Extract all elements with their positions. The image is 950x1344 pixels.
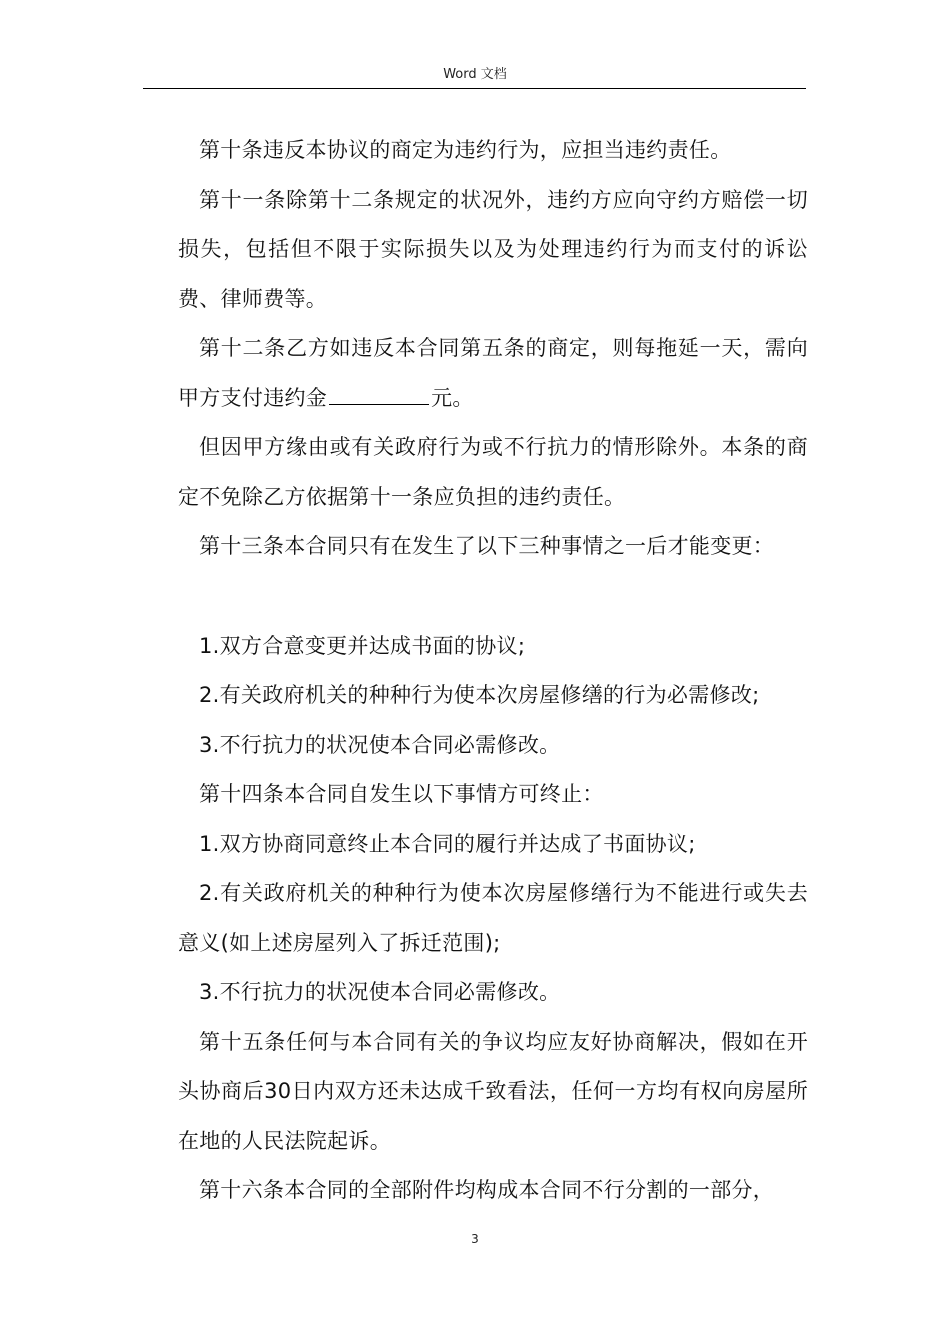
page-header: Word 文档 — [443, 67, 507, 82]
article-13: 第十三条本合同只有在发生了以下三种事情之一后才能变更： — [199, 534, 775, 558]
article-14-item-2: 2.有关政府机关的种种行为使本次房屋修缮行为不能进行或失去意义(如上述房屋列入了拆迁范围); — [178, 881, 808, 955]
article-13-item-2: 2.有关政府机关的种种行为使本次房屋修缮的行为必需修改; — [199, 683, 760, 707]
article-12 — [178, 324, 808, 423]
article-14-item-1: 1.双方协商同意终止本合同的履行并达成了书面协议; — [199, 831, 696, 856]
penalty-amount-blank — [329, 384, 429, 405]
article-12-text: 第十二条乙方如违反本合同第五条的商定，则每拖延一天，需向甲方支付违约金 — [178, 336, 808, 410]
article-12-unit: 元。 — [431, 385, 474, 410]
article-14: 第十四条本合同自发生以下事情方可终止： — [199, 782, 604, 806]
header-rule — [143, 88, 806, 89]
article-12-exception: 但因甲方缘由或有关政府行为或不行抗力的情形除外。本条的商定不免除乙方依据第十一条应负担的违约责任。 — [178, 435, 808, 509]
article-16: 第十六条本合同的全部附件均构成本合同不行分割的一部分， — [199, 1178, 775, 1202]
article-11: 第十一条除第十二条规定的状况外，违约方应向守约方赔偿一切损失，包括但不限于实际损失以及为处理违约行为而支付的诉讼费、律师费等。 — [178, 187, 808, 311]
document-body — [178, 126, 808, 1216]
article-13-item-1: 1.双方合意变更并达成书面的协议; — [199, 633, 526, 658]
article-15: 第十五条任何与本合同有关的争议均应友好协商解决，假如在开头协商后30日内双方还未达成千致看法，任何一方均有权向房屋所在地的人民法院起诉。 — [178, 1029, 808, 1153]
article-10: 第十条违反本协议的商定为违约行为，应担当违约责任。 — [199, 138, 732, 162]
article-14-item-3: 3.不行抗力的状况使本合同必需修改。 — [199, 980, 561, 1004]
article-13-item-3: 3.不行抗力的状况使本合同必需修改。 — [199, 732, 561, 757]
page-number: 3 — [471, 1232, 479, 1246]
